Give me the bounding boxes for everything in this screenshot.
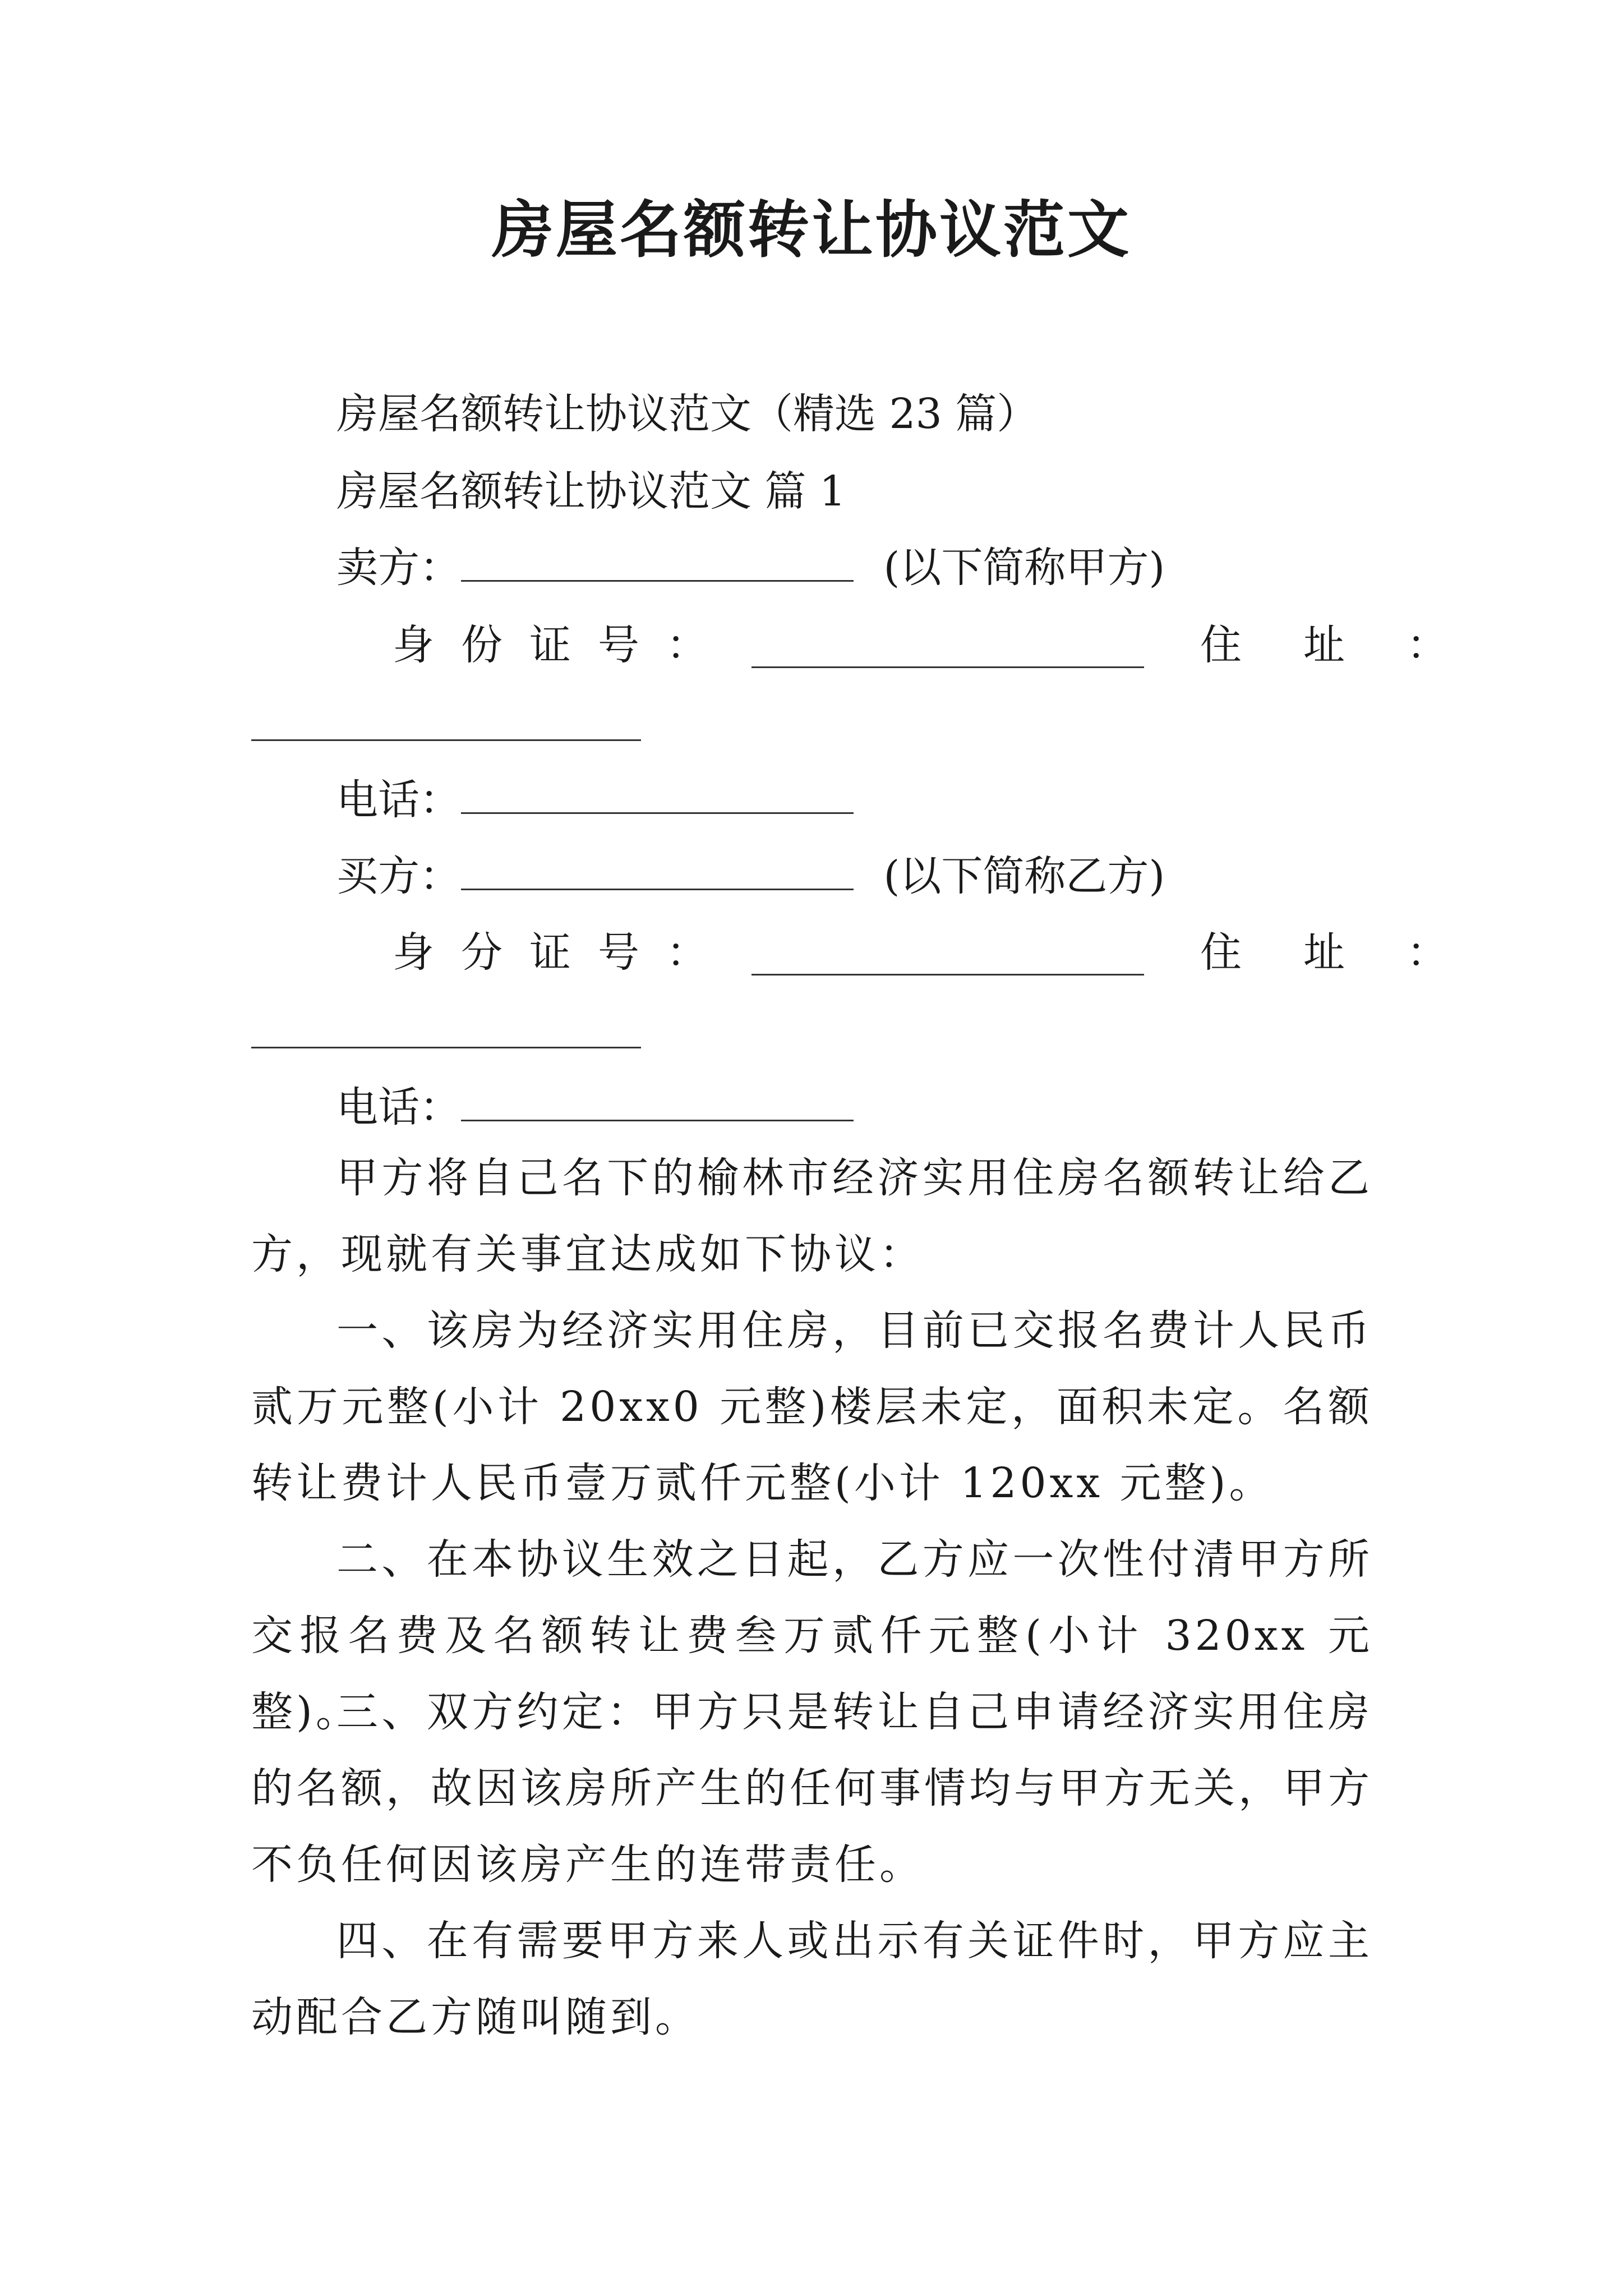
seller-phone-label: 电话： [336, 776, 461, 824]
paragraph-clause-4: 四、在有需要甲方来人或出示有关证件时，甲方应主动配合乙方随叫随到。 [251, 1917, 1373, 2041]
buyer-address-label: 住址： [1200, 928, 1510, 977]
document-title: 房屋名额转让协议范文 [492, 194, 1131, 266]
buyer-id-row [393, 926, 735, 979]
seller-name-blank [461, 541, 854, 582]
seller-address-row [1200, 618, 1510, 672]
buyer-address-blank [251, 1047, 641, 1048]
seller-label: 卖方： [336, 544, 461, 592]
section-heading: 房屋名额转让协议范文 篇 1 [336, 467, 846, 516]
seller-note: (以下简称甲方) [883, 544, 1165, 592]
paragraph-intro: 甲方将自己名下的榆林市经济实用住房名额转让给乙方，现就有关事宜达成如下协议： [251, 1154, 1373, 1278]
seller-address-label: 住址： [1200, 621, 1510, 669]
seller-address-blank [251, 739, 641, 741]
buyer-phone-blank [461, 1080, 854, 1121]
seller-id-row [393, 618, 735, 672]
buyer-id-blank [751, 935, 1144, 976]
seller-id-blank [751, 627, 1144, 668]
document-subtitle: 房屋名额转让协议范文（精选 23 篇） [336, 390, 1039, 438]
buyer-phone-row [336, 1080, 854, 1134]
buyer-name-blank [461, 849, 854, 890]
seller-row [336, 541, 1165, 595]
buyer-row [336, 849, 1165, 903]
seller-phone-blank [461, 773, 854, 814]
seller-id-label: 身份证号： [393, 621, 735, 669]
buyer-label: 买方： [336, 852, 461, 900]
paragraph-clause-3: 三、双方约定：甲方只是转让自己申请经济实用住房的名额，故因该房所产生的任何事情均与甲方无关，甲方不负任何因该房产生的连带责任。 [251, 1688, 1373, 1889]
buyer-address-row [1200, 926, 1510, 979]
buyer-phone-label: 电话： [336, 1083, 461, 1131]
paragraph-clause-1: 一、该房为经济实用住房，目前已交报名费计人民币贰万元整(小计 20xx0 元整)楼层未定，面积未定。名额转让费计人民币壹万贰仟元整(小计 120xx 元整)。 [251, 1306, 1373, 1507]
buyer-id-label: 身分证号： [393, 928, 735, 977]
seller-phone-row [336, 773, 854, 827]
paragraph-clause-2: 二、在本协议生效之日起，乙方应一次性付清甲方所交报名费及名额转让费叁万贰仟元整(小计 320xx 元整)。 [251, 1535, 1373, 1736]
buyer-note: (以下简称乙方) [883, 852, 1165, 900]
